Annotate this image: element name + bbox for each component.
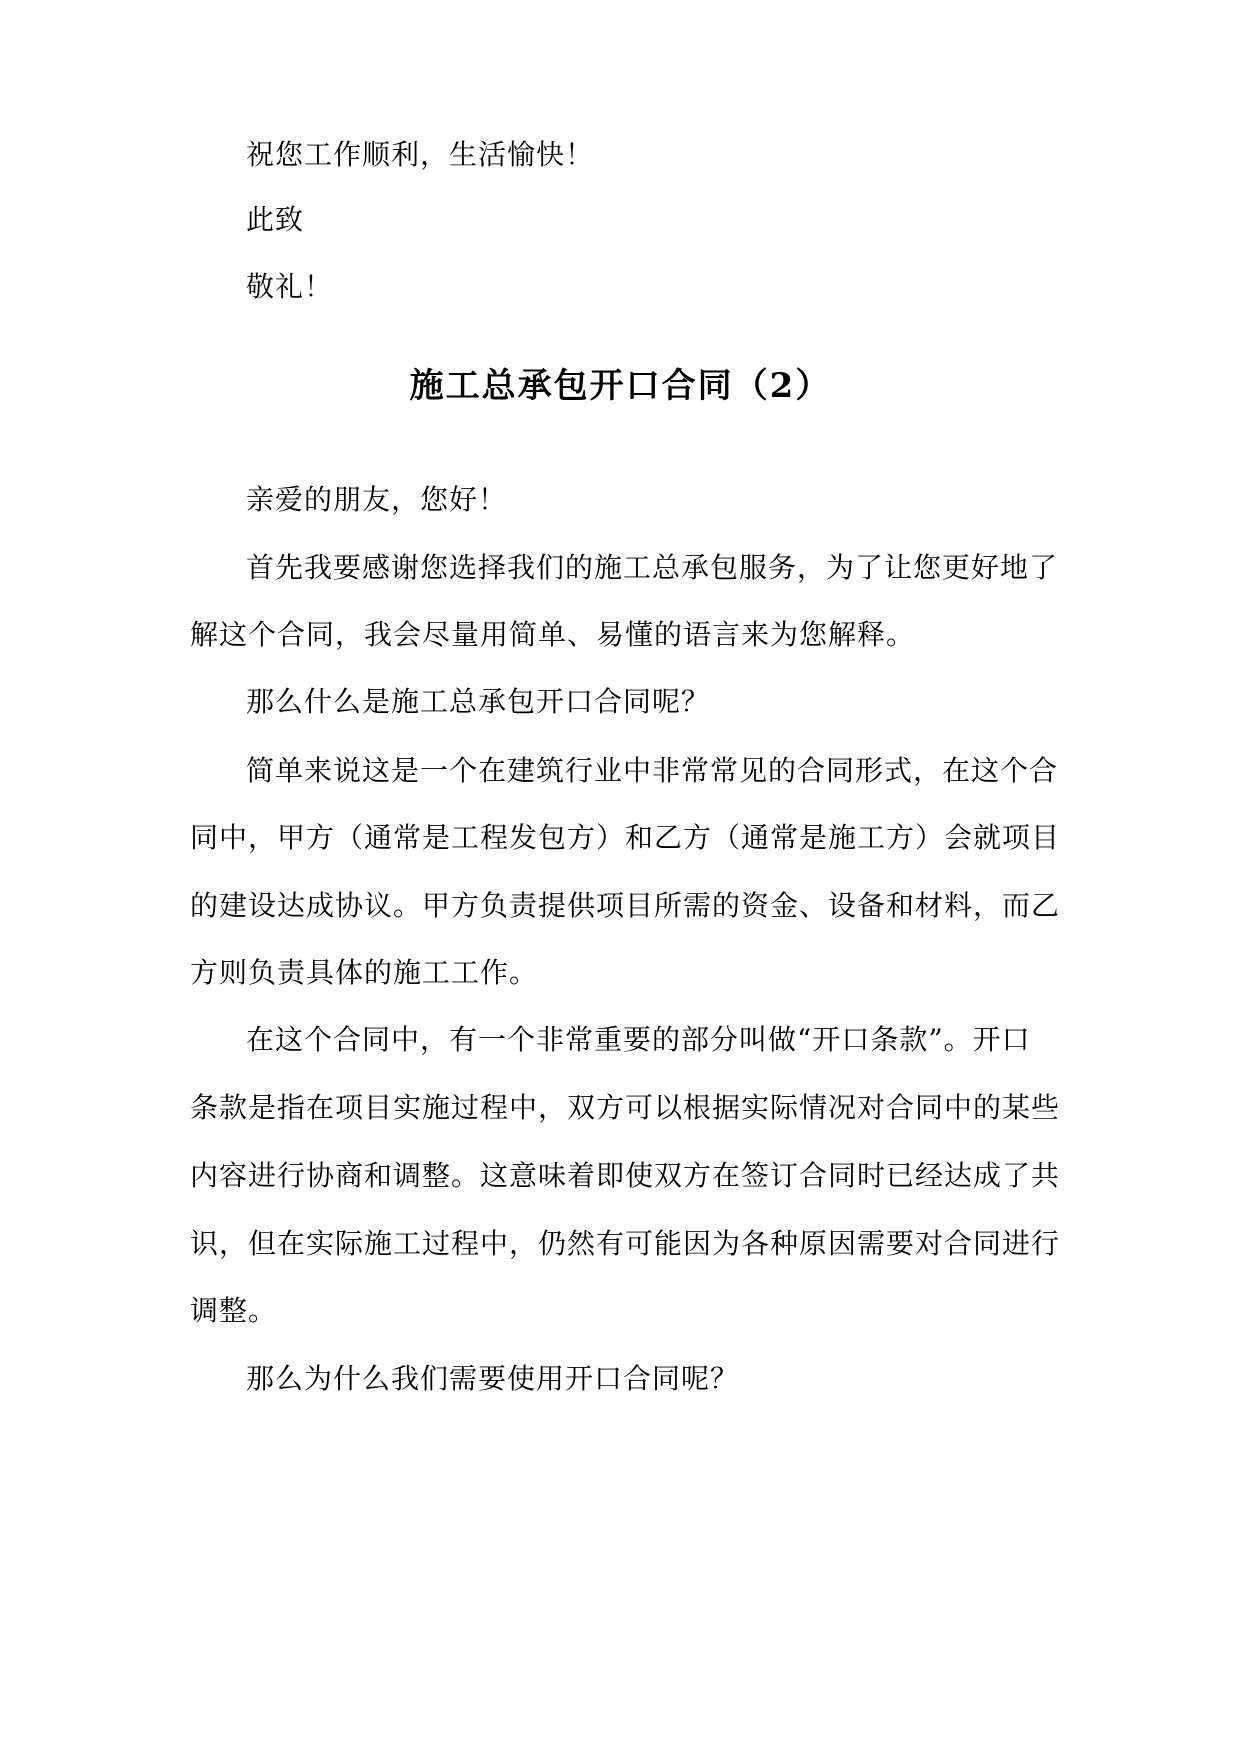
paragraph-line: 识，但在实际施工过程中，仍然有可能因为各种原因需要对合同进行 [190, 1227, 1061, 1260]
closing-regards: 敬礼！ [246, 270, 334, 303]
paragraph-line: 同中，甲方（通常是工程发包方）和乙方（通常是施工方）会就项目 [190, 821, 1061, 854]
paragraph-line: 条款是指在项目实施过程中，双方可以根据实际情况对合同中的某些 [190, 1091, 1061, 1124]
paragraph-line: 调整。 [190, 1294, 278, 1327]
closing-salutation: 此致 [246, 203, 305, 236]
greeting: 亲爱的朋友，您好！ [246, 483, 508, 516]
closing-wish: 祝您工作顺利，生活愉快！ [246, 138, 595, 171]
paragraph-line: 那么什么是施工总承包开口合同呢？ [246, 685, 711, 718]
paragraph-line: 的建设达成协议。甲方负责提供项目所需的资金、设备和材料，而乙 [190, 889, 1061, 922]
paragraph-line: 在这个合同中，有一个非常重要的部分叫做“开口条款”。开口 [246, 1023, 1031, 1056]
paragraph-line: 内容进行协商和调整。这意味着即使双方在签订合同时已经达成了共 [190, 1159, 1061, 1192]
document-title: 施工总承包开口合同（2） [409, 366, 832, 406]
paragraph-line: 方则负责具体的施工工作。 [190, 956, 539, 989]
paragraph-line: 首先我要感谢您选择我们的施工总承包服务，为了让您更好地了 [246, 551, 1059, 584]
paragraph-line: 解这个合同，我会尽量用简单、易懂的语言来为您解释。 [190, 618, 916, 651]
paragraph-line: 简单来说这是一个在建筑行业中非常常见的合同形式，在这个合 [246, 754, 1059, 787]
paragraph-line: 那么为什么我们需要使用开口合同呢？ [246, 1362, 740, 1395]
